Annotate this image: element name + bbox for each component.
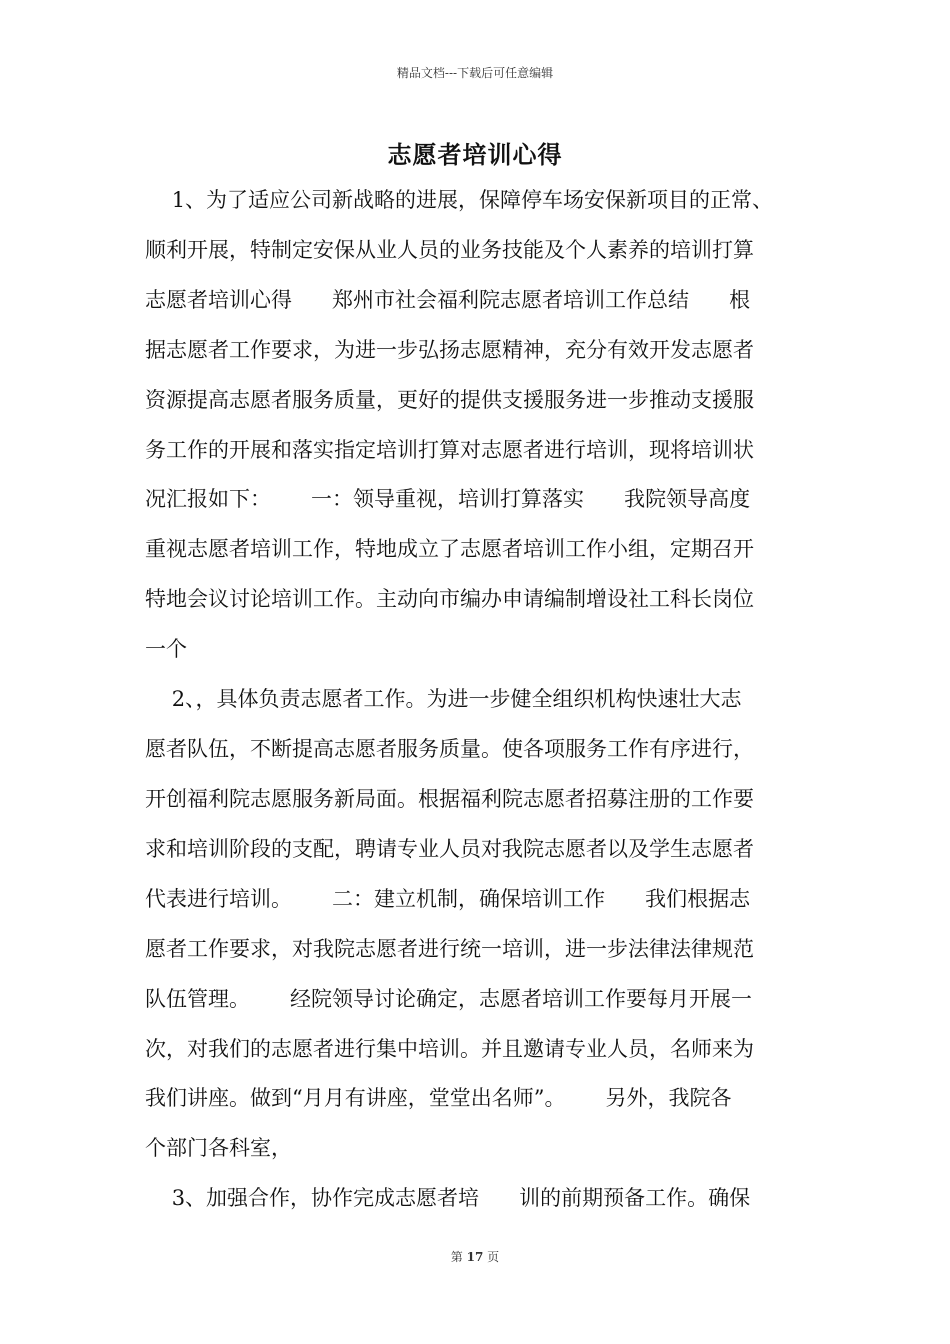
body-line: 个部门各科室， bbox=[145, 1136, 292, 1160]
page-footer bbox=[0, 1248, 950, 1265]
body-line: 志愿者培训心得 郑州市社会福利院志愿者培训工作总结 根 bbox=[145, 288, 751, 312]
body-line: 况汇报如下： 一：领导重视，培训打算落实 我院领导高度 bbox=[145, 487, 751, 511]
body-line: 我们讲座。做到“月月有讲座，堂堂出名师”。 另外，我院各 bbox=[145, 1086, 732, 1110]
body-line: 求和培训阶段的支配，聘请专业人员对我院志愿者以及学生志愿者 bbox=[145, 837, 754, 861]
body-line: 一个 bbox=[145, 637, 187, 661]
body-line: 重视志愿者培训工作，特地成立了志愿者培训工作小组，定期召开 bbox=[145, 537, 754, 561]
body-line: 队伍管理。 经院领导讨论确定，志愿者培训工作要每月开展一 bbox=[145, 987, 753, 1011]
footer-prefix: 第 bbox=[450, 1250, 463, 1264]
body-line: 务工作的开展和落实指定培训打算对志愿者进行培训，现将培训状 bbox=[145, 438, 754, 462]
body-line: 2、，具体负责志愿者工作。为进一步健全组织机构快速壮大志 bbox=[145, 687, 742, 711]
body-line: 据志愿者工作要求，为进一步弘扬志愿精神，充分有效开发志愿者 bbox=[145, 338, 754, 362]
body-line: 愿者工作要求，对我院志愿者进行统一培训，进一步法律法律规范 bbox=[145, 937, 754, 961]
body-line: 顺利开展，特制定安保从业人员的业务技能及个人素养的培训打算 bbox=[145, 238, 754, 262]
body-line: 1、为了适应公司新战略的进展，保障停车场安保新项目的正常、 bbox=[145, 188, 774, 212]
body-line: 次，对我们的志愿者进行集中培训。并且邀请专业人员，名师来为 bbox=[145, 1037, 754, 1061]
document-title: 志愿者培训心得 bbox=[387, 140, 563, 169]
body-line: 3、加强合作，协作完成志愿者培 训的前期预备工作。确保 bbox=[145, 1186, 751, 1210]
footer-suffix: 页 bbox=[487, 1250, 500, 1264]
body-line: 资源提高志愿者服务质量，更好的提供支援服务进一步推动支援服 bbox=[145, 388, 754, 412]
body-line: 开创福利院志愿服务新局面。根据福利院志愿者招募注册的工作要 bbox=[145, 787, 754, 811]
body-line: 代表进行培训。 二：建立机制，确保培训工作 我们根据志 bbox=[145, 887, 751, 911]
page-number: 17 bbox=[466, 1250, 484, 1264]
body-line: 愿者队伍，不断提高志愿者服务质量。使各项服务工作有序进行， bbox=[145, 737, 754, 761]
body-line: 特地会议讨论培训工作。主动向市编办申请编制增设社工科长岗位 bbox=[145, 587, 754, 611]
page-header: 精品文档---下载后可任意编辑 bbox=[396, 66, 554, 80]
